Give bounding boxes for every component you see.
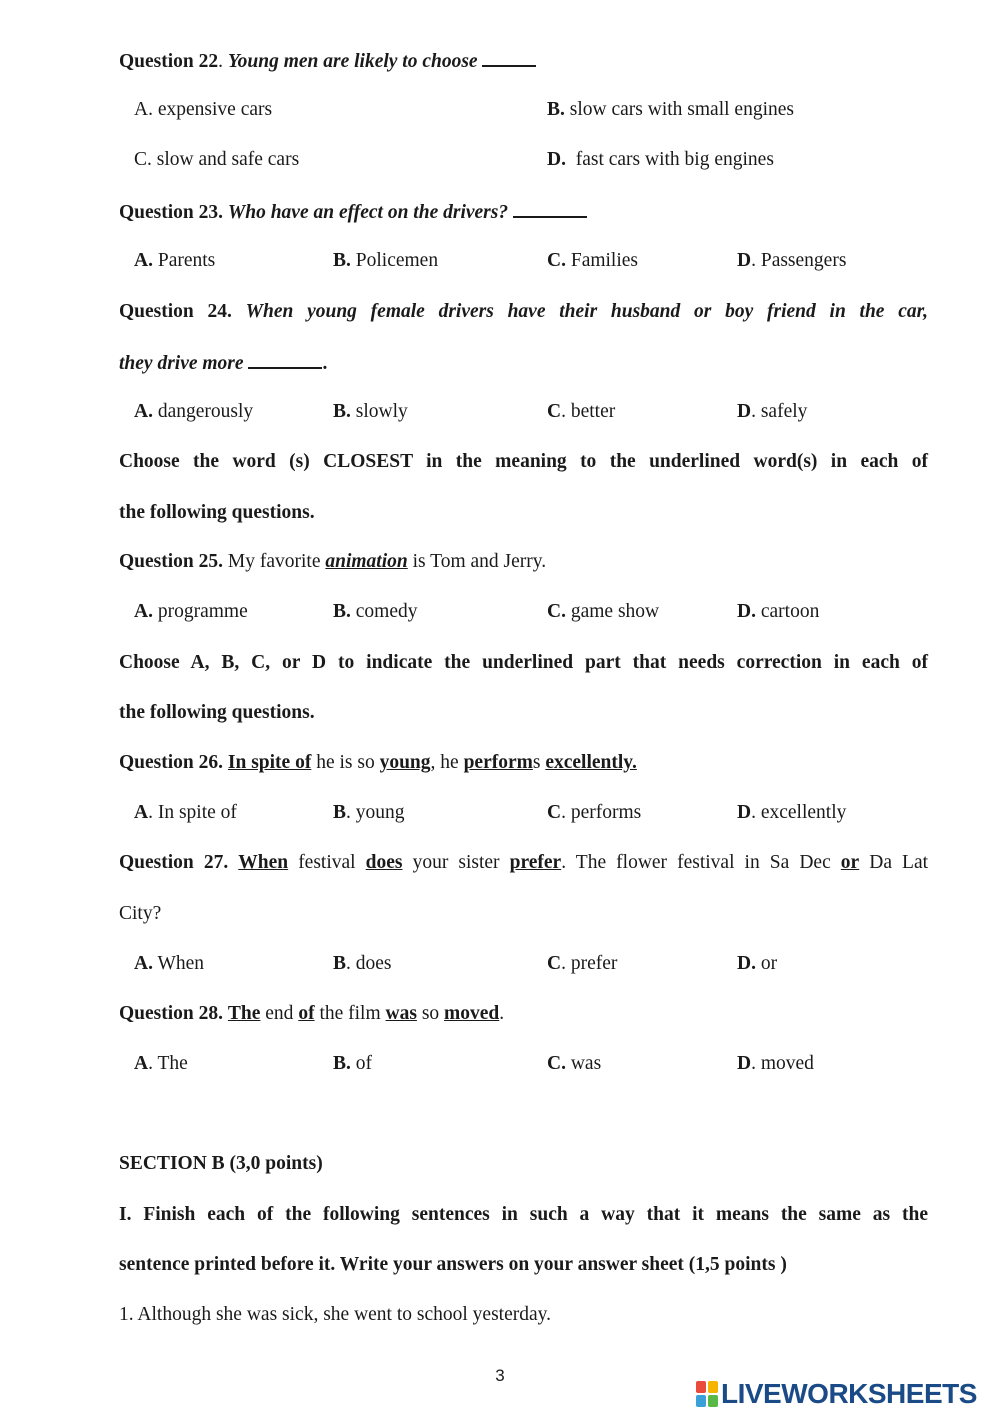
option-a[interactable]: A. In spite of: [134, 802, 237, 823]
instruction-closest-meaning-cont: the following questions.: [119, 502, 315, 523]
underlined-part-a: The: [227, 1003, 261, 1024]
instruction-closest-meaning: Choose the word (s) CLOSEST in the meaning to the underlined word(s) in each of: [119, 451, 928, 472]
answer-blank[interactable]: [248, 349, 322, 369]
option-c[interactable]: C. prefer: [547, 953, 618, 974]
question-label: Question 25.: [119, 551, 224, 572]
option-b[interactable]: B. young: [333, 802, 405, 823]
answer-blank[interactable]: [482, 47, 536, 67]
question-28-stem: Question 28. The end of the film was so moved.: [119, 1003, 505, 1024]
underlined-part-a: In spite of: [227, 752, 312, 773]
logo-square: [696, 1381, 706, 1393]
question-prompt: When young female drivers have their husband or boy friend in the car,: [245, 301, 929, 322]
option-a[interactable]: A. When: [134, 953, 205, 974]
underlined-part-b: of: [298, 1003, 315, 1024]
logo-square: [708, 1381, 718, 1393]
option-d[interactable]: D. safely: [737, 401, 808, 422]
option-a[interactable]: A. Parents: [134, 250, 216, 271]
underlined-part-b: young: [379, 752, 431, 773]
option-c[interactable]: C. was: [547, 1053, 602, 1074]
underlined-part-c: prefer: [509, 852, 562, 873]
liveworksheets-logo[interactable]: [696, 1378, 977, 1410]
option-b[interactable]: B. slowly: [333, 401, 408, 422]
option-b[interactable]: B. slow cars with small engines: [547, 99, 794, 120]
question-25-stem: Question 25. My favorite animation is Tom and Jerry.: [119, 551, 547, 572]
instruction-finish-cont: sentence printed before it. Write your answers on your answer sheet (1,5 points ): [119, 1254, 787, 1275]
option-b[interactable]: B. of: [333, 1053, 373, 1074]
underlined-part-d: or: [840, 852, 860, 873]
question-label: Question 23.: [119, 202, 224, 223]
question-prompt: Who have an effect on the drivers?: [227, 202, 509, 223]
underlined-part-b: does: [365, 852, 403, 873]
option-c[interactable]: C. better: [547, 401, 616, 422]
question-27-stem: Question 27. When festival does your sister prefer. The flower festival in Sa Dec or Da Lat: [119, 852, 929, 873]
option-c[interactable]: C. slow and safe cars: [134, 149, 300, 170]
instruction-finish: I. Finish each of the following sentences in such a way that it means the same as the: [119, 1204, 928, 1225]
option-a[interactable]: A. programme: [134, 601, 248, 622]
underlined-part-c: was: [385, 1003, 417, 1024]
option-b[interactable]: B. does: [333, 953, 392, 974]
section-b-heading: SECTION B (3,0 points): [119, 1153, 323, 1174]
option-d[interactable]: D. or: [737, 953, 778, 974]
instruction-correction-cont: the following questions.: [119, 702, 315, 723]
option-d[interactable]: D. fast cars with big engines: [547, 149, 774, 170]
logo-square: [708, 1395, 718, 1407]
question-prompt: Young men are likely to choose: [227, 51, 478, 72]
question-23-stem: [119, 198, 928, 226]
option-d[interactable]: D. excellently: [737, 802, 847, 823]
question-label: Question 28.: [119, 1003, 224, 1024]
underlined-part-d: excellently.: [545, 752, 637, 773]
option-b[interactable]: B. comedy: [333, 601, 418, 622]
option-b[interactable]: B. Policemen: [333, 250, 439, 271]
option-c[interactable]: C. game show: [547, 601, 660, 622]
question-label: Question 22: [119, 51, 219, 72]
underlined-part-d: moved: [444, 1003, 500, 1024]
sentence-1: 1. Although she was sick, she went to school yesterday.: [119, 1304, 551, 1325]
option-d[interactable]: D. Passengers: [737, 250, 847, 271]
page-number: 3: [495, 1366, 505, 1385]
option-c[interactable]: C. Families: [547, 250, 639, 271]
question-24-stem: [119, 299, 928, 325]
answer-blank[interactable]: [513, 198, 587, 218]
option-d[interactable]: D. moved: [737, 1053, 814, 1074]
option-a[interactable]: A. expensive cars: [134, 99, 273, 120]
logo-square: [696, 1395, 706, 1407]
liveworksheets-icon: [696, 1381, 718, 1407]
question-27-stem-cont: City?: [119, 903, 162, 924]
question-label: Question 27.: [119, 852, 229, 873]
question-label: Question 24.: [119, 301, 232, 322]
underlined-target-word: animation: [325, 551, 408, 572]
underlined-part-a: When: [238, 852, 289, 873]
option-a[interactable]: A. The: [134, 1053, 188, 1074]
question-label: Question 26.: [119, 752, 224, 773]
underlined-part-c: perform: [463, 752, 533, 773]
question-22-stem: Question 22. Young men are likely to choose: [119, 47, 928, 75]
option-c[interactable]: C. performs: [547, 802, 642, 823]
question-26-stem: Question 26. In spite of he is so young, he performs excellently.: [119, 752, 637, 773]
option-a[interactable]: A. dangerously: [134, 401, 254, 422]
liveworksheets-wordmark: LIVEWORKSHEETS: [721, 1378, 977, 1409]
question-24-stem-cont: they drive more .: [119, 349, 928, 377]
instruction-correction: Choose A, B, C, or D to indicate the underlined part that needs correction in each of: [119, 652, 928, 673]
option-d[interactable]: D. cartoon: [737, 601, 820, 622]
